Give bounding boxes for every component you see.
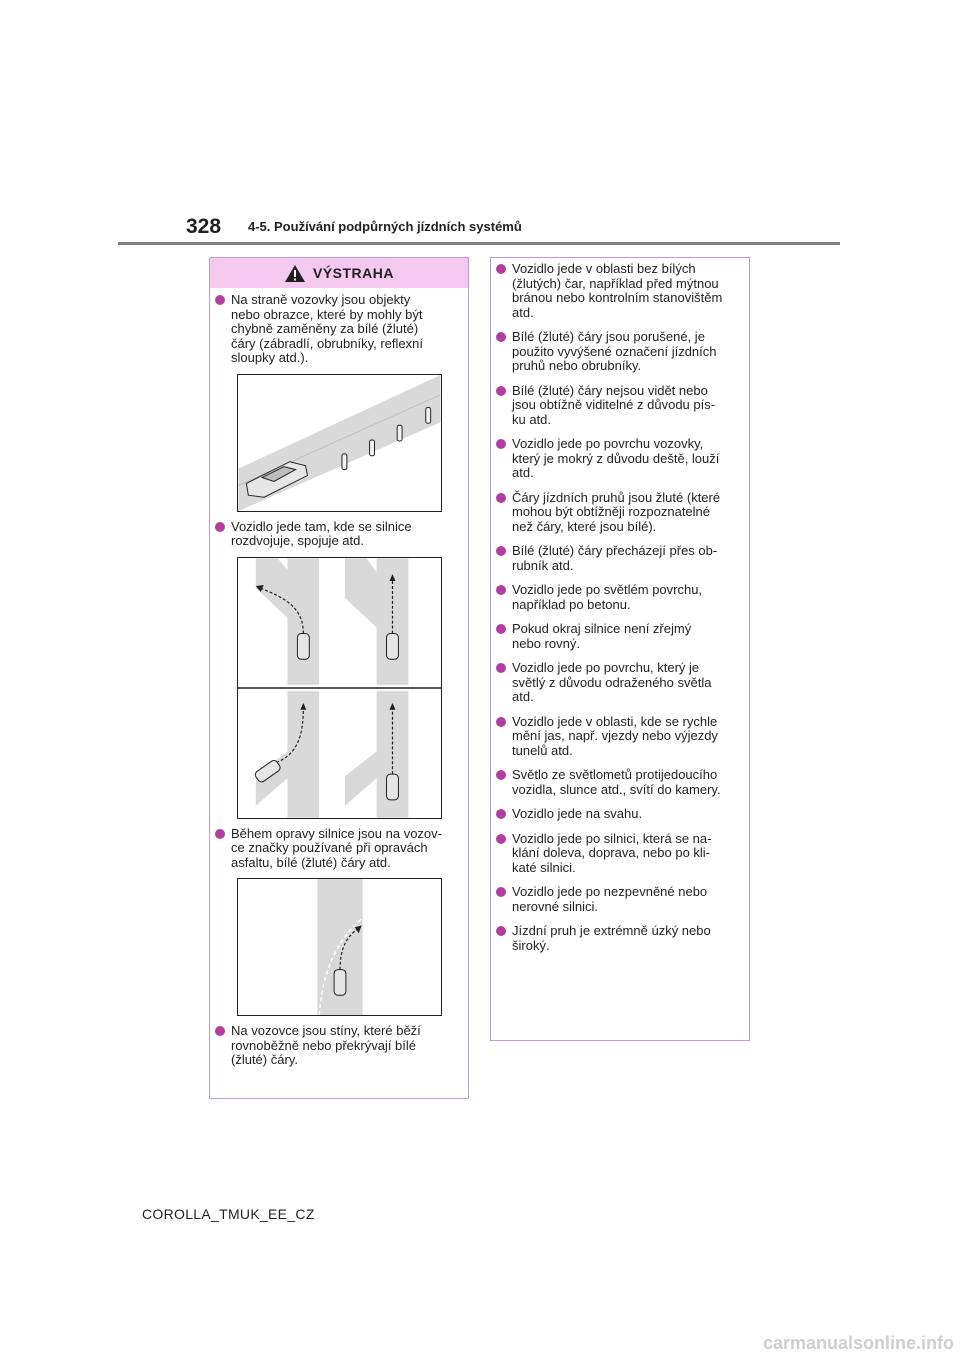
conditions-box [490, 257, 750, 1041]
condition-item: Vozidlo jede v oblasti bez bílých (žlutých) čar, například před mýtnou bránou nebo kontrolním stanovištěm atd. [494, 262, 743, 320]
bullet-dot-icon [496, 717, 506, 727]
warning-item: Na vozovce jsou stíny, které běží rovnoběžně nebo překrývají bílé (žluté) čáry. [213, 1024, 462, 1068]
condition-item: Vozidlo jede po světlém povrchu, například po betonu. [494, 583, 743, 612]
warning-box [209, 257, 469, 1099]
road-repair-markings-illustration [237, 878, 442, 1016]
bullet-dot-icon [496, 493, 506, 503]
document-code: COROLLA_TMUK_EE_CZ [142, 1206, 315, 1222]
bullet-dot-icon [496, 926, 506, 936]
condition-item: Vozidlo jede na svahu. [494, 807, 743, 822]
condition-item: Vozidlo jede po nezpevněné nebo nerovné silnici. [494, 885, 743, 914]
condition-item: Bílé (žluté) čáry nejsou vidět nebo jsou obtížně viditelné z důvodu pís- ku atd. [494, 384, 743, 428]
condition-item: Jízdní pruh je extrémně úzký nebo široký. [494, 924, 743, 953]
warning-header [210, 258, 468, 288]
condition-item: Čáry jízdních pruhů jsou žluté (které mohou být obtížněji rozpoznatelné než čáry, které jsou bílé). [494, 491, 743, 535]
bullet-dot-icon [496, 386, 506, 396]
condition-item: Bílé (žluté) čáry jsou porušené, je použito vyvýšené označení jízdních pruhů nebo obrubníky. [494, 330, 743, 374]
page-number: 328 [186, 215, 222, 238]
bullet-dot-icon [496, 332, 506, 342]
bullet-dot-icon [215, 295, 225, 305]
bullet-dot-icon [496, 264, 506, 274]
bullet-dot-icon [496, 834, 506, 844]
bullet-dot-icon [215, 1026, 225, 1036]
bullet-dot-icon [496, 585, 506, 595]
condition-item: Světlo ze světlometů protijedoucího vozidla, slunce atd., svítí do kamery. [494, 768, 743, 797]
warning-item: Vozidlo jede tam, kde se silnice rozdvojuje, spojuje atd. [213, 520, 462, 549]
road-fork-illustration [237, 557, 442, 819]
bullet-dot-icon [496, 770, 506, 780]
bullet-dot-icon [496, 809, 506, 819]
condition-item: Vozidlo jede po povrchu vozovky, který je mokrý z důvodu deště, louží atd. [494, 437, 743, 481]
condition-item: Bílé (žluté) čáry přecházejí přes ob- rubník atd. [494, 544, 743, 573]
bullet-dot-icon [496, 624, 506, 634]
condition-item: Vozidlo jede v oblasti, kde se rychle mění jas, např. vjezdy nebo výjezdy tunelů atd. [494, 715, 743, 759]
warning-item: Během opravy silnice jsou na vozov- ce značky používané při opravách asfaltu, bílé (žluté) čáry atd. [213, 827, 462, 871]
warning-triangle-icon [284, 264, 306, 283]
condition-item: Pokud okraj silnice není zřejmý nebo rovný. [494, 622, 743, 651]
bullet-dot-icon [215, 522, 225, 532]
warning-item: Na straně vozovky jsou objekty nebo obrazce, které by mohly být chybně zaměněny za bílé (žluté) čáry (zábradlí, obrubníky, reflexní sloupky atd.). [213, 293, 462, 366]
bullet-dot-icon [496, 887, 506, 897]
warning-title: VÝSTRAHA [312, 265, 394, 281]
condition-item: Vozidlo jede po povrchu, který je světlý z důvodu odraženého světla atd. [494, 661, 743, 705]
header-rule [118, 242, 840, 245]
section-title: 4-5. Používání podpůrných jízdních systémů [248, 219, 522, 234]
bullet-dot-icon [215, 829, 225, 839]
bullet-dot-icon [496, 663, 506, 673]
watermark: carmanualsonline.info [762, 1333, 954, 1353]
car-icon [334, 970, 346, 996]
bullet-dot-icon [496, 439, 506, 449]
condition-item: Vozidlo jede po silnici, která se na- klání doleva, doprava, nebo po kli- katé silnici. [494, 832, 743, 876]
bullet-dot-icon [496, 546, 506, 556]
roadside-posts-illustration [237, 374, 442, 512]
